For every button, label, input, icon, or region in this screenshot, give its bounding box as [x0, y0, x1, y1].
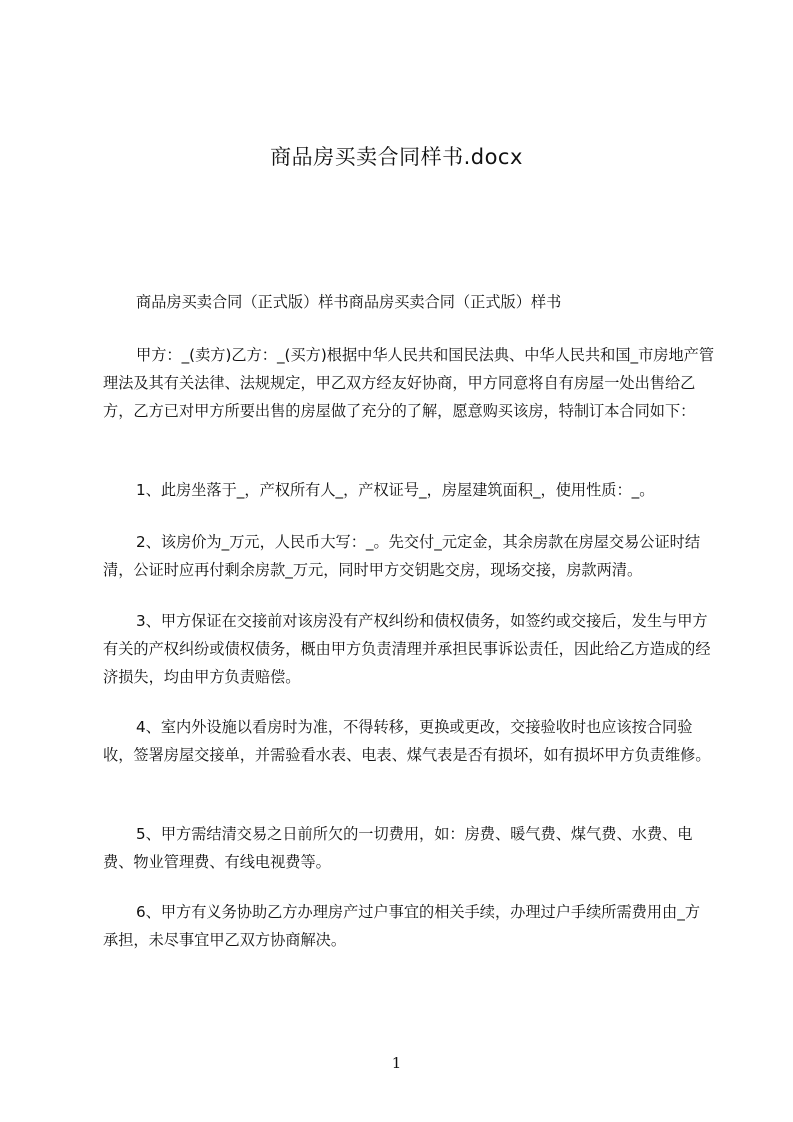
- paragraph-clause-1: 1、此房坐落于_，产权所有人_，产权证号_，房屋建筑面积_，使用性质：_。: [136, 481, 655, 499]
- page-number: 1: [391, 1054, 402, 1072]
- paragraph-clause-4: 4、室内外设施以看房时为准，不得转移，更换或更改，交接验收时也应该按合同验收，签署房屋交接单，并需验看水表、电表、煤气表是否有损坏，如有损坏甲方负责维修。: [103, 718, 711, 764]
- paragraph-clause-2: 2、该房价为_万元，人民币大写：_。先交付_元定金，其余房款在房屋交易公证时结清，公证时应再付剩余房款_万元，同时甲方交钥匙交房，现场交接，房款两清。: [103, 533, 701, 579]
- paragraph-clause-5: 5、甲方需结清交易之日前所欠的一切费用，如：房费、暖气费、煤气费、水费、电费、物业管理费、有线电视费等。: [103, 825, 693, 871]
- paragraph-intro: 甲方：_(卖方)乙方：_(买方)根据中华人民共和国民法典、中华人民共和国_市房地产管理法及其有关法律、法规规定，甲乙双方经友好协商，甲方同意将自有房屋一处出售给乙方，乙方已对甲方所要出售的房屋做了充分的了解，愿意购买该房，特制订本合同如下：: [103, 346, 715, 420]
- paragraph-clause-3: 3、甲方保证在交接前对该房没有产权纠纷和债权债务，如签约或交接后，发生与甲方有关的产权纠纷或债权债务，概由甲方负责清理并承担民事诉讼责任，因此给乙方造成的经济损失，均由甲方负责赔偿。: [103, 612, 711, 686]
- document-title: 商品房买卖合同样书.docx: [270, 145, 523, 169]
- paragraph-clause-6: 6、甲方有义务协助乙方办理房产过户事宜的相关手续，办理过户手续所需费用由_方承担，未尽事宜甲乙双方协商解决。: [103, 903, 701, 949]
- heading-line: 商品房买卖合同（正式版）样书商品房买卖合同（正式版）样书: [136, 293, 562, 311]
